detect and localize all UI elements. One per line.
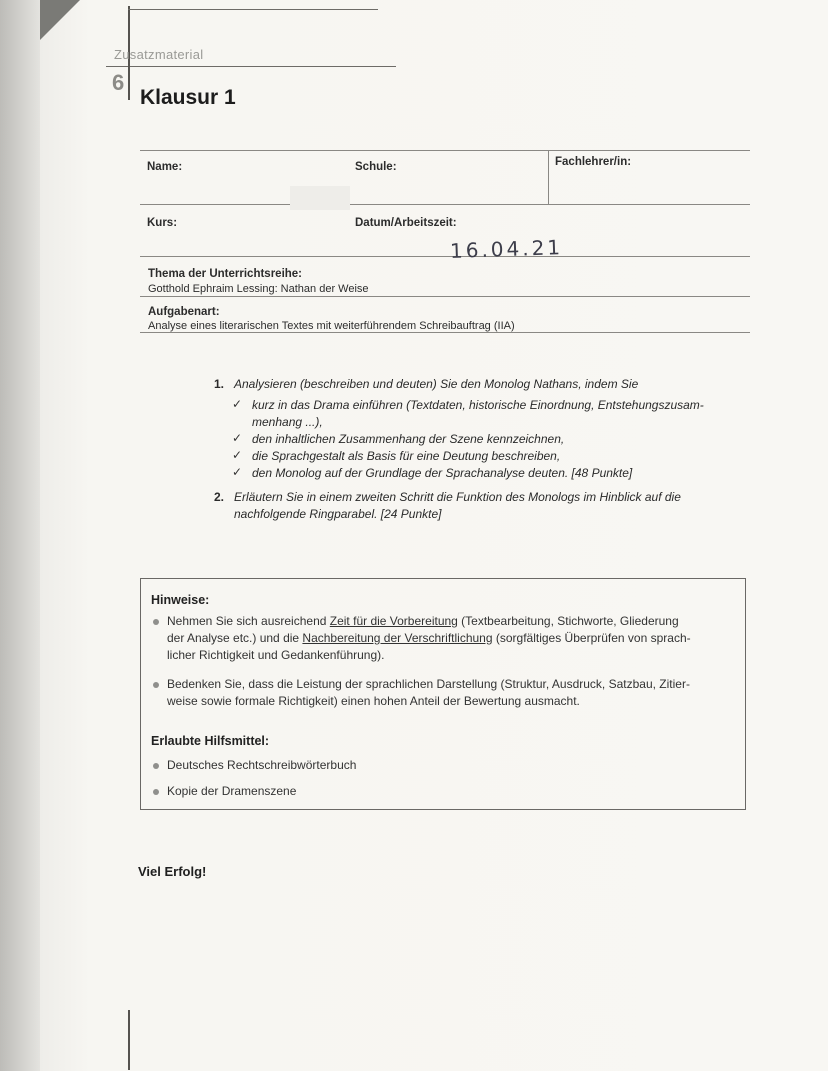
task-1-sub3: die Sprachgestalt als Basis für eine Deutung beschreiben,: [252, 449, 561, 463]
school-label: Schule:: [355, 161, 397, 173]
form-rule-1: [140, 150, 750, 151]
task-1-subitem-cont: [214, 414, 754, 431]
header-rule-top: [128, 9, 378, 10]
date-label: Datum/Arbeitszeit:: [355, 217, 457, 229]
name-label: Name:: [147, 161, 183, 173]
task-1-sub2: den inhaltlichen Zusammenhang der Szene kennzeichnen,: [252, 432, 565, 446]
check-mark-icon: ✓: [232, 448, 243, 462]
task-1-sub1-line2: menhang ...),: [252, 415, 323, 429]
form-rule-5: [140, 332, 750, 333]
hint-2-text-b: weise sowie formale Richtigkeit) einen hohen Anteil der Bewertung ausmacht.: [167, 694, 580, 708]
topic-value: Gotthold Ephraim Lessing: Nathan der Weise: [148, 283, 369, 295]
form-divider-teacher: [548, 150, 549, 205]
task-1-subitem: [214, 465, 754, 482]
task-1-subitem: [214, 431, 754, 448]
form-rule-3: [140, 256, 750, 257]
task-2-number: 2.: [214, 490, 225, 504]
tasktype-value: Analyse eines literarischen Textes mit weiterführendem Schreibauftrag (IIA): [148, 320, 515, 332]
check-mark-icon: ✓: [232, 465, 243, 479]
bullet-icon: [153, 763, 159, 769]
page-edge-shadow: [0, 0, 40, 1071]
hint-1-underline-2: Nachbereitung der Verschriftlichung: [302, 631, 493, 645]
topic-label: Thema der Unterrichtsreihe:: [148, 268, 303, 280]
hint-1-text-b: (Textbearbeitung, Stichworte, Gliederung: [457, 614, 679, 628]
header-rule-vertical-2: [128, 66, 130, 100]
aids-heading: Erlaubte Hilfsmittel:: [151, 734, 270, 748]
folded-corner: [40, 0, 80, 40]
hint-2: [153, 676, 738, 710]
hint-1-text-e: licher Richtigkeit und Gedankenführung).: [167, 648, 385, 662]
form-rule-4: [140, 296, 750, 297]
course-label: Kurs:: [147, 217, 178, 229]
aid-1-text: Deutsches Rechtschreibwörterbuch: [167, 758, 357, 772]
bullet-icon: [153, 682, 159, 688]
task-1-subitem: [214, 397, 754, 414]
hint-1: [153, 613, 738, 664]
page-title: Klausur 1: [140, 86, 236, 109]
task-2: [214, 489, 754, 523]
task-2-text-line2: nachfolgende Ringparabel. [24 Punkte]: [234, 507, 442, 521]
task-1: [214, 376, 754, 393]
task-1-text: Analysieren (beschreiben und deuten) Sie den Monolog Nathans, indem Sie: [234, 377, 639, 391]
aid-1: [153, 757, 356, 774]
task-1-subitem: [214, 448, 754, 465]
aid-2-text: Kopie der Dramenszene: [167, 784, 297, 798]
bullet-icon: [153, 789, 159, 795]
check-mark-icon: ✓: [232, 431, 243, 445]
bullet-icon: [153, 619, 159, 625]
tasktype-label: Aufgabenart:: [148, 306, 220, 318]
teacher-label: Fachlehrer/in:: [555, 156, 632, 168]
aid-2: [153, 783, 296, 800]
hint-1-underline-1: Zeit für die Vorbereitung: [329, 614, 458, 628]
hint-1-text-a: Nehmen Sie sich ausreichend: [167, 614, 330, 628]
supplement-tag: Zusatzmaterial: [114, 47, 204, 62]
task-1-number: 1.: [214, 377, 225, 391]
page-number: 6: [112, 70, 125, 95]
hints-heading: Hinweise:: [151, 593, 210, 607]
hint-1-text-c: der Analyse etc.) und die: [167, 631, 303, 645]
header-rule-mid: [106, 66, 396, 67]
task-list: [214, 376, 754, 527]
hints-box: [140, 578, 746, 810]
task-1-sub1-line1: kurz in das Drama einführen (Textdaten, historische Einordnung, Entstehungszusam-: [252, 398, 704, 412]
check-mark-icon: ✓: [232, 397, 243, 411]
handwritten-date: 16.04.21: [449, 235, 564, 263]
footer-rule-vertical: [128, 1010, 130, 1070]
redacted-area: [290, 186, 350, 210]
form-rule-2: [140, 204, 750, 205]
closing-text: Viel Erfolg!: [138, 864, 207, 879]
task-1-sub4: den Monolog auf der Grundlage der Sprachanalyse deuten. [48 Punkte]: [252, 466, 633, 480]
task-2-text-line1: Erläutern Sie in einem zweiten Schritt die Funktion des Monologs im Hinblick auf die: [234, 490, 681, 504]
hint-2-text-a: Bedenken Sie, dass die Leistung der sprachlichen Darstellung (Struktur, Ausdruck, Satzbau, Zitier-: [167, 677, 690, 691]
hint-1-text-d: (sorgfältiges Überprüfen von sprach-: [492, 631, 691, 645]
